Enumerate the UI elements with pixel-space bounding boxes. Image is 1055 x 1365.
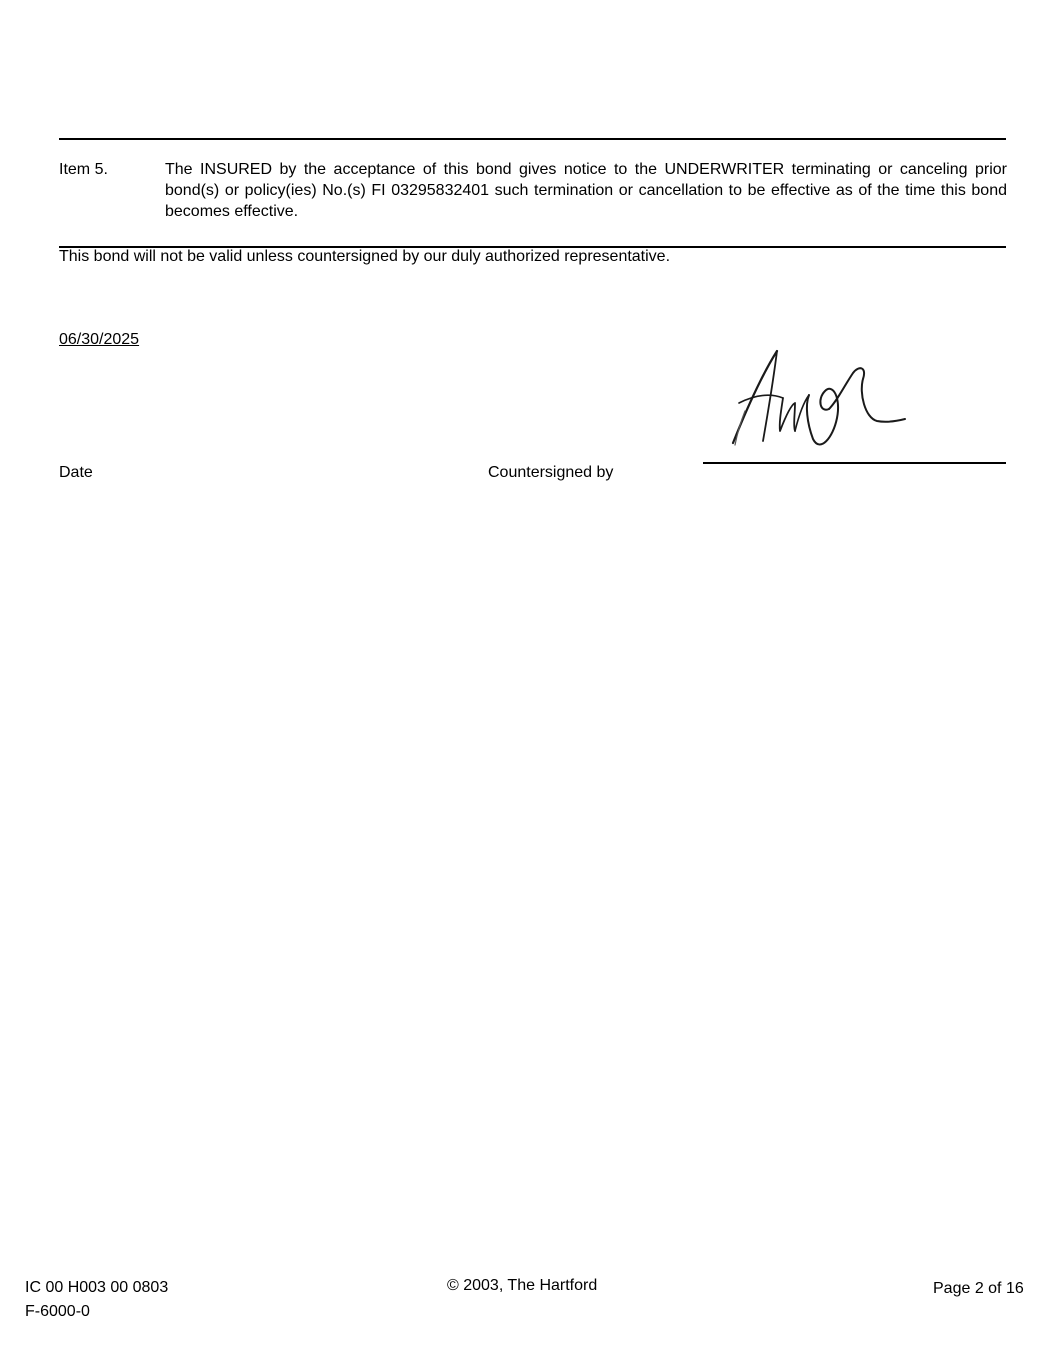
top-divider <box>59 138 1006 140</box>
footer-form-info <box>25 1276 168 1324</box>
signature-line <box>703 462 1006 464</box>
date-value: 06/30/2025 <box>59 331 140 348</box>
countersigned-label: Countersigned by <box>488 464 614 481</box>
signature-icon <box>725 343 915 453</box>
footer-form-code: F-6000-0 <box>25 1303 90 1320</box>
footer-copyright: © 2003, The Hartford <box>447 1277 598 1294</box>
date-label: Date <box>59 464 93 481</box>
footer-page-number: Page 2 of 16 <box>933 1280 1024 1297</box>
validity-note: This bond will not be valid unless countersigned by our duly authorized representative. <box>59 248 671 265</box>
item-label: Item 5. <box>59 161 108 178</box>
footer-form-number: IC 00 H003 00 0803 <box>25 1279 169 1296</box>
item-text: The INSURED by the acceptance of this bond gives notice to the UNDERWRITER terminating or canceling prior bond(s) or policy(ies) No.(s) FI 03295832401 such termination or cancellation to be effective as of the time this bond becomes effective. <box>165 161 1007 220</box>
